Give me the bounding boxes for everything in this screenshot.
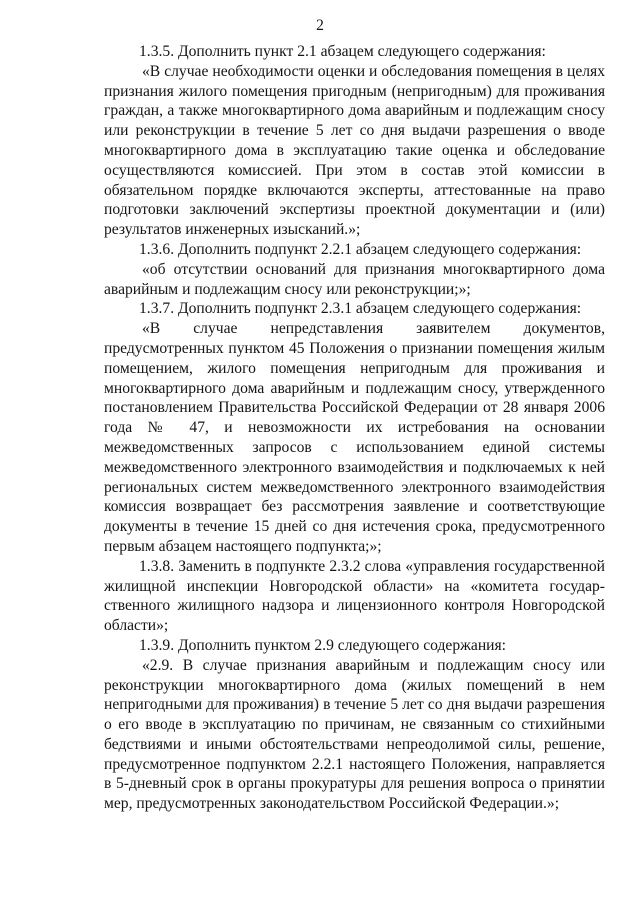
paragraph-1-3-5: 1.3.5. Дополнить пункт 2.1 абзацем следующего содержания: — [139, 43, 546, 60]
paragraph-1-3-8: 1.3.8. Заменить в подпункте 2.3.2 слова «управления государственной жилищной инспекции Новгородской области» на «комитета государственного жилищного надзора и лицензионного контроля Новгородской области»; — [104, 557, 605, 635]
quote-paragraph-2-9: «2.9. В случае признания аварийным и подлежащим сносу или реконструкции многоквартирного дома (жилых помещений в нем непригодными для проживания) в течение 5 лет со дня выдачи разрешения о его вводе в эксплуатацию по причинам, не связанным со стихийными бедствиями и иными обстоятельствами непреодолимой силы, решение, предусмотренное подпунктом 2.2.1 настоящего Положения, направляется в 5-дневный срок в органы прокуратуры для решения вопроса о принятии мер, предусмотренных законодательством Российской Федерации.»; — [104, 656, 605, 813]
quote-paragraph-2-1: «В случае необходимости оценки и обследования помещения в целях признания жилого помещения пригодным (непригодным) для проживания граждан, а также многоквартирного дома аварийным и подлежащим сносу или реконструкции в течение 5 лет со дня выдачи разрешения о вводе многоквартирного дома в эксплуатацию такие оценка и обследование осуществляются комиссией. При этом в состав этой комиссии в обязательном порядке включаются эксперты, аттестованные на право подготовки заключений экспертизы проектной документации и (или) результатов инженерных изысканий.»; — [104, 62, 605, 239]
paragraph-1-3-6: 1.3.6. Дополнить подпункт 2.2.1 абзацем следующего содержания: — [139, 240, 582, 258]
paragraph-1-3-7: 1.3.7. Дополнить подпункт 2.3.1 абзацем следующего содержания: — [139, 300, 582, 318]
quote-paragraph-2-3-1: «В случае непредставления заявителем документов, предусмотренных пунктом 45 Положения о признании помещения жилым помещением, жилого помещения непригодным для проживания и многоквартирного дома аварийным и подлежащим сносу, утвержденного постановлением Правительства Российской Федерации от 28 января 2006 года № 47, и невозможности их истребования на основании межведомственных запросов с использованием единой системы межведомственного электронного взаимодействия и подключаемых к ней региональных систем межведомственного электронного взаимодействия комиссия возвращает без рассмотрения заявление и соответствующие документы в течение 15 дней со дня истечения срока, предусмотренного первым абзацем настоящего подпункта;»; — [104, 320, 605, 555]
document-body — [104, 42, 605, 814]
paragraph-1-3-9: 1.3.9. Дополнить пунктом 2.9 следующего содержания: — [139, 636, 507, 654]
quote-paragraph-2-2-1: «об отсутствии оснований для признания многоквартирного дома аварийным и подлежащим сносу или реконструкции;»; — [104, 260, 605, 298]
page-number: 2 — [316, 17, 324, 34]
